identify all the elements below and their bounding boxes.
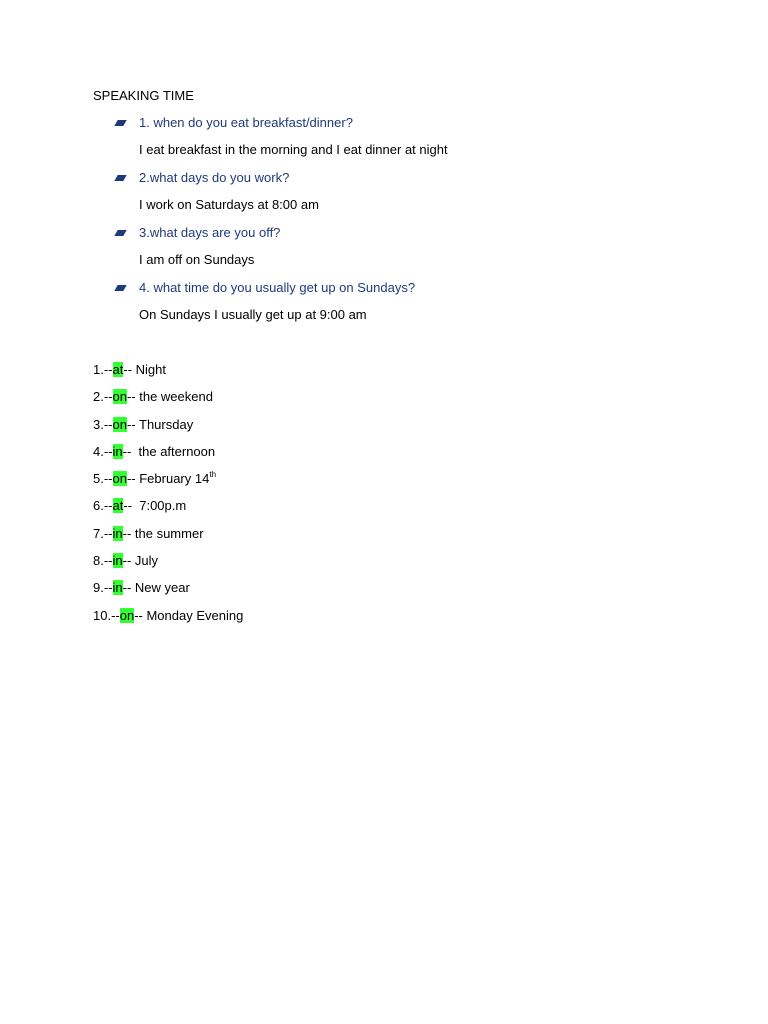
answer-text: I eat breakfast in the morning and I eat dinner at night [139, 142, 448, 157]
highlighted-answer: in [112, 525, 123, 541]
answer-text: I work on Saturdays at 8:00 am [139, 197, 319, 212]
item-prefix: 10.-- [93, 607, 120, 623]
item-text: -- the summer [122, 525, 204, 541]
item-prefix: 9.-- [93, 580, 113, 596]
bullet-icon [114, 230, 126, 236]
list-item [93, 444, 243, 471]
question-text: 3.what days are you off? [139, 225, 281, 240]
list-item [93, 553, 243, 580]
item-text: -- February 14 [126, 471, 210, 487]
item-text: -- New year [122, 580, 190, 596]
item-prefix: 5.-- [93, 471, 113, 487]
item-prefix: 6.-- [93, 498, 113, 514]
item-text: -- 7:00p.m [123, 498, 187, 514]
list-item [93, 608, 243, 635]
highlighted-answer: on [112, 416, 127, 432]
list-item [93, 389, 243, 416]
item-text: -- the weekend [126, 389, 213, 405]
bullet-icon [114, 120, 126, 126]
highlighted-answer: in [112, 553, 123, 569]
speaking-questions [0, 115, 768, 335]
answer-text: I am off on Sundays [139, 252, 255, 267]
list-item [93, 580, 243, 607]
question-row [0, 225, 768, 252]
list-item [93, 362, 243, 389]
item-text: -- Monday Evening [134, 607, 244, 623]
item-text: -- the afternoon [122, 443, 216, 459]
question-row [0, 115, 768, 142]
ordinal-suffix: th [209, 470, 217, 480]
highlighted-answer: on [112, 389, 127, 405]
answer-row [0, 252, 768, 280]
bullet-icon [114, 175, 126, 181]
list-item [93, 417, 243, 444]
bullet-icon [114, 285, 126, 291]
answer-row [0, 307, 768, 335]
highlighted-answer: at [112, 362, 124, 377]
item-prefix: 8.-- [93, 553, 113, 569]
item-text: -- July [122, 553, 159, 569]
highlighted-answer: in [112, 580, 123, 596]
item-prefix: 4.-- [93, 443, 113, 459]
list-item [93, 471, 243, 498]
answer-row [0, 197, 768, 225]
question-row [0, 170, 768, 197]
list-item [93, 526, 243, 553]
answer-text: On Sundays I usually get up at 9:00 am [139, 307, 367, 322]
highlighted-answer: in [112, 443, 123, 459]
highlighted-answer: at [112, 498, 124, 514]
highlighted-answer: on [112, 471, 127, 487]
item-prefix: 2.-- [93, 389, 113, 405]
question-text: 2.what days do you work? [139, 170, 290, 185]
question-text: 1. when do you eat breakfast/dinner? [139, 115, 353, 130]
document-heading: SPEAKING TIME [93, 88, 194, 103]
preposition-exercise [93, 362, 243, 635]
question-row [0, 280, 768, 307]
item-text: -- Night [123, 362, 166, 377]
item-prefix: 3.-- [93, 416, 113, 432]
list-item [93, 498, 243, 525]
highlighted-answer: on [119, 607, 135, 623]
answer-row [0, 142, 768, 170]
item-prefix: 7.-- [93, 525, 113, 541]
question-text: 4. what time do you usually get up on Sundays? [139, 280, 416, 295]
item-text: -- Thursday [126, 416, 194, 432]
item-prefix: 1.-- [93, 362, 113, 377]
